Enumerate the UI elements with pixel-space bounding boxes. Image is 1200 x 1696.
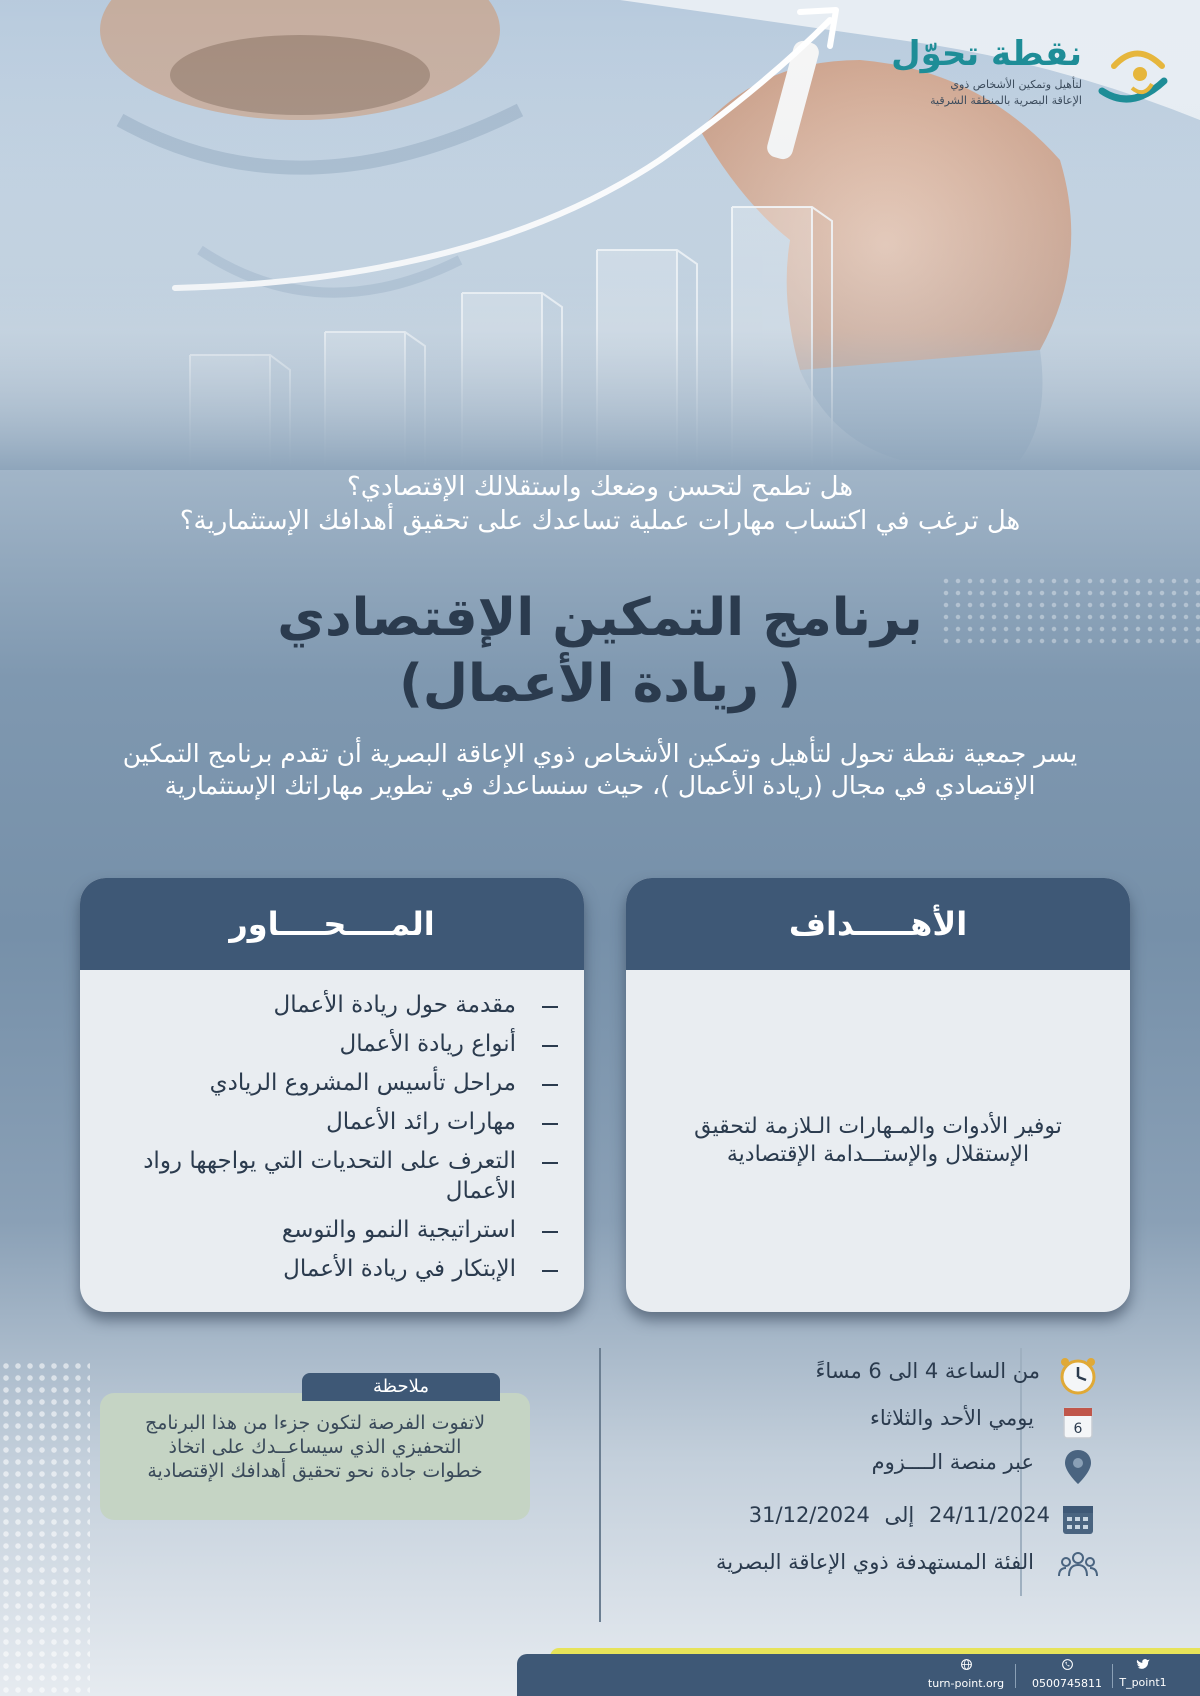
list-item: مراحل تأسيس المشروع الريادي xyxy=(120,1068,564,1098)
people-group-icon xyxy=(1056,1544,1100,1588)
question-2: هل ترغب في اكتساب مهارات عملية تساعدك على تحقيق أهدافك الإستثمارية؟ xyxy=(179,506,1021,536)
program-description: يسر جمعية نقطة تحول لتأهيل وتمكين الأشخاص ذوي الإعاقة البصرية أن تقدم برنامج التمكين الإقتصادي في مجال (ريادة الأعمال )، حيث سنساعدك في تطوير مهاراتك الإستثمارية xyxy=(122,739,1078,800)
logo-subtitle-line2: الإعاقة البصرية بالمنطقة الشرقية xyxy=(930,94,1082,107)
days-text: يومي الأحد والثلاثاء xyxy=(870,1406,1034,1430)
section-divider xyxy=(599,1348,601,1622)
phone-number: 0500745811 xyxy=(1032,1677,1102,1690)
axes-list xyxy=(80,970,584,1284)
axes-heading: المــــحــــاور xyxy=(80,878,584,970)
list-item: مهارات رائد الأعمال xyxy=(120,1107,564,1137)
date-from: 24/11/2024 xyxy=(928,1503,1050,1527)
list-item: استراتيجية النمو والتوسع xyxy=(120,1215,564,1245)
info-platform xyxy=(630,1444,1100,1488)
globe-icon xyxy=(911,1658,1021,1676)
list-item: أنواع ريادة الأعمال xyxy=(120,1029,564,1059)
axes-card xyxy=(80,878,584,1312)
platform-text: عبر منصة الــــزوم xyxy=(871,1450,1034,1474)
info-audience xyxy=(630,1544,1100,1588)
info-dates xyxy=(630,1497,1100,1541)
calendar-day-number: 6 xyxy=(1073,1421,1083,1437)
calendar-icon xyxy=(1056,1497,1100,1541)
time-text: من الساعة 4 الى 6 مساءً xyxy=(815,1359,1040,1383)
intro-questions xyxy=(0,470,1200,538)
twitter-handle: T_point1 xyxy=(1119,1676,1167,1689)
dates-text xyxy=(749,1503,1050,1527)
audience-text: الفئة المستهدفة ذوي الإعاقة البصرية xyxy=(715,1550,1034,1574)
program-title-line2: ( ريادة الأعمال) xyxy=(399,654,801,714)
goals-text: توفير الأدوات والمـهارات الـلازمة لتحقيق الإستقلال والإستـــدامة الإقتصادية xyxy=(694,1114,1062,1167)
location-pin-icon xyxy=(1056,1444,1100,1488)
goals-heading: الأهـــــداف xyxy=(626,878,1130,970)
program-title xyxy=(0,585,1200,717)
phone-contact[interactable] xyxy=(1012,1658,1122,1692)
website-contact[interactable] xyxy=(911,1658,1021,1692)
website-url: turn-point.org xyxy=(927,1677,1005,1690)
note-label: ملاحظة xyxy=(302,1373,500,1401)
list-item: الإبتكار في ريادة الأعمال xyxy=(120,1254,564,1284)
calendar-day-icon xyxy=(1056,1400,1100,1444)
list-item: مقدمة حول ريادة الأعمال xyxy=(120,990,564,1020)
whatsapp-icon xyxy=(1012,1658,1122,1676)
logo-subtitle-line1: لتأهيل وتمكين الأشخاص ذوي xyxy=(950,78,1082,91)
program-title-line1: برنامج التمكين الإقتصادي xyxy=(277,588,923,648)
info-days xyxy=(630,1400,1100,1444)
goals-card xyxy=(626,878,1130,1312)
logo-title: نقطة تحوّل xyxy=(891,34,1082,74)
date-to-label: إلى xyxy=(884,1503,915,1527)
logo-mark-icon xyxy=(1092,36,1172,116)
date-to: 31/12/2024 xyxy=(748,1503,870,1527)
decorative-dots-left xyxy=(0,1360,90,1696)
alarm-clock-icon xyxy=(1056,1353,1100,1397)
list-item: التعرف على التحديات التي يواجهها رواد الأعمال xyxy=(120,1146,564,1206)
logo xyxy=(891,28,1172,118)
question-1: هل تطمح لتحسن وضعك واستقلالك الإقتصادي؟ xyxy=(346,472,854,502)
info-time xyxy=(630,1353,1100,1397)
note-box: لاتفوت الفرصة لتكون جزءا من هذا البرنامج التحفيزي الذي سيساعــدك على اتخاذ خطوات جادة نحو تحقيق أهدافك الإقتصادية xyxy=(100,1393,530,1520)
